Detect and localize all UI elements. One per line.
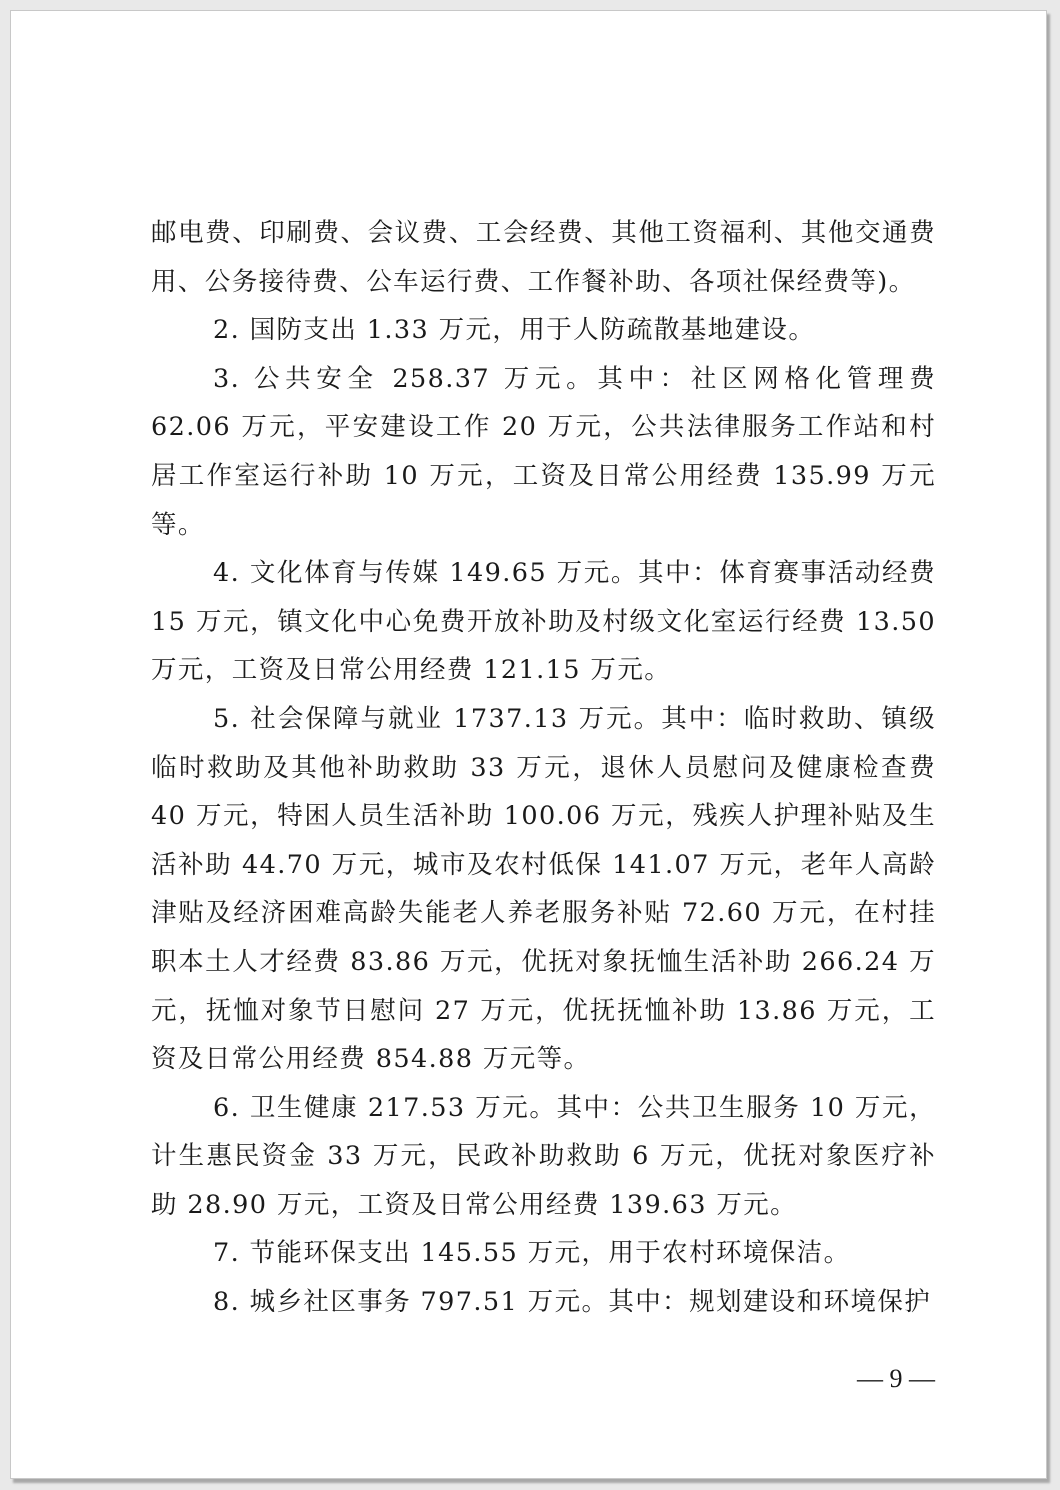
paragraph-continued: 邮电费、印刷费、会议费、工会经费、其他工资福利、其他交通费用、公务接待费、公车运行费、工作餐补助、各项社保经费等)。 (151, 218, 936, 297)
page-number: — 9 — (857, 1364, 935, 1393)
paragraph-public-security: 3. 公共安全 258.37 万元。其中：社区网格化管理费 62.06 万元，平安建设工作 20 万元，公共法律服务工作站和村居工作室运行补助 10 万元，工资及日常公用经费 135.99 万元等。 (151, 363, 936, 540)
paragraph-national-defense: 2. 国防支出 1.33 万元，用于人防疏散基地建设。 (213, 315, 816, 346)
paragraph-health: 6. 卫生健康 217.53 万元。其中：公共卫生服务 10 万元，计生惠民资金 33 万元，民政补助救助 6 万元，优抚对象医疗补助 28.90 万元，工资及日常公用经费 139.63 万元。 (151, 1092, 936, 1220)
page-body (151, 209, 936, 1327)
paragraph-social-security: 5. 社会保障与就业 1737.13 万元。其中：临时救助、镇级临时救助及其他补助救助 33 万元，退休人员慰问及健康检查费 40 万元，特困人员生活补助 100.06 万元，残疾人护理补贴及生活补助 44.70 万元，城市及农村低保 141.07 万元，老年人高龄津贴及经济困难高龄失能老人养老服务补贴 72.60 万元，在村挂职本土人才经费 83.86 万元，优抚对象抚恤生活补助 266.24 万元，抚恤对象节日慰问 27 万元，优抚抚恤补助 13.86 万元，工资及日常公用经费 854.88 万元等。 (151, 703, 936, 1075)
paragraph-urban-rural: 8. 城乡社区事务 797.51 万元。其中：规划建设和环境保护 (213, 1287, 932, 1318)
paragraph-culture-sports: 4. 文化体育与传媒 149.65 万元。其中：体育赛事活动经费 15 万元，镇文化中心免费开放补助及村级文化室运行经费 13.50 万元，工资及日常公用经费 121.15 万元。 (151, 558, 936, 686)
document-page (10, 10, 1047, 1479)
paragraph-environmental: 7. 节能环保支出 145.55 万元，用于农村环境保洁。 (213, 1238, 851, 1269)
